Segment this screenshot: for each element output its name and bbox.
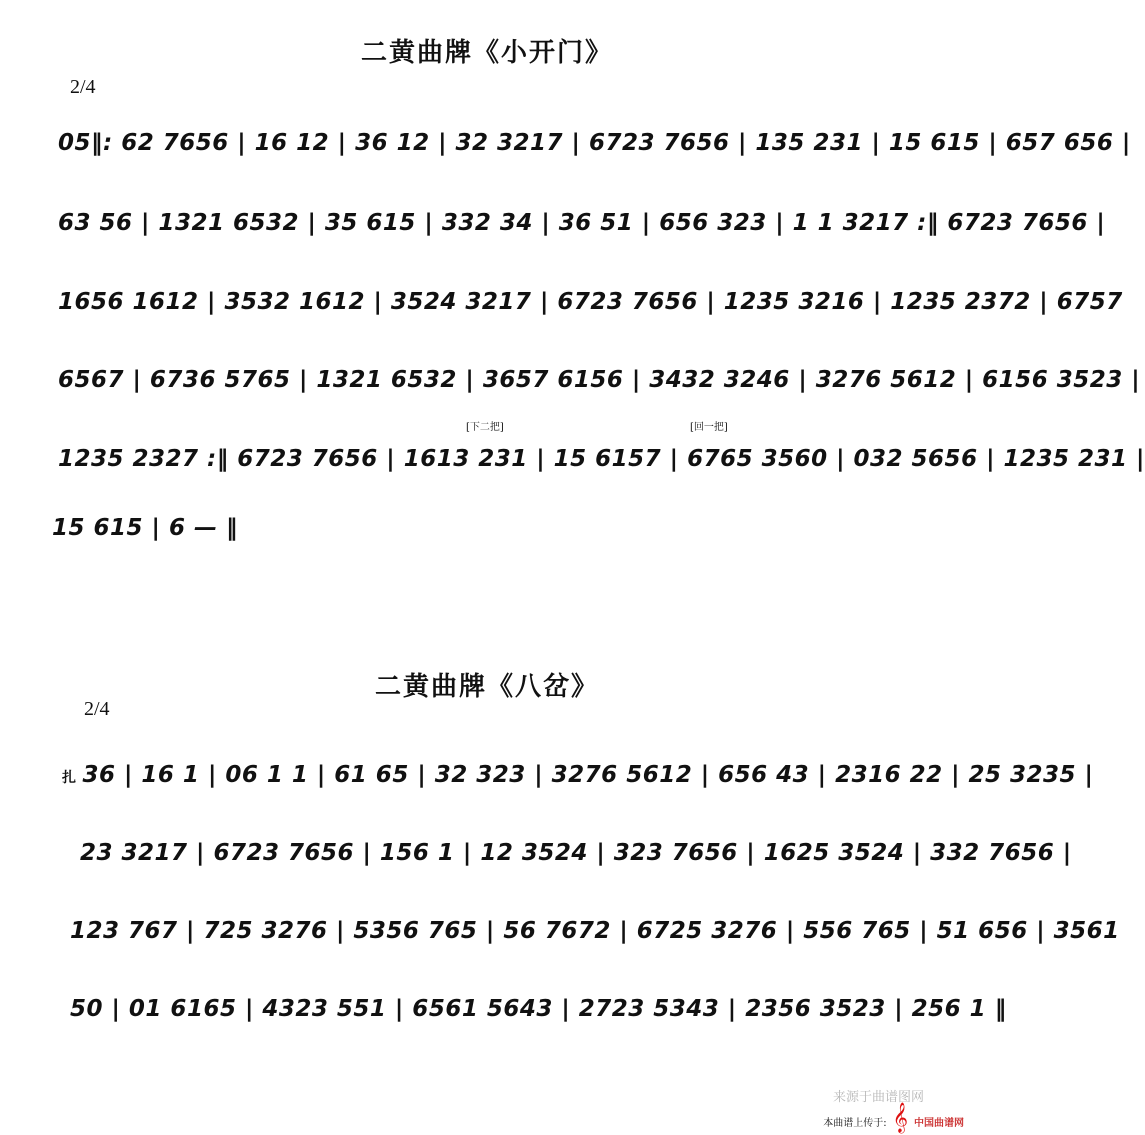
- piece1-row-4: 6567 | 6736 5765 | 1321 6532 | 3657 6156 | 3432 3246 | 3276 5612 | 6156 3523 |: [58, 367, 1141, 393]
- annotation-hui-yi-ba: [回一把]: [690, 422, 728, 433]
- source-watermark: 来源于曲谱图网: [832, 1090, 924, 1105]
- footer: [823, 1090, 964, 1133]
- piece1-row-5: 1235 2327 :‖ 6723 7656 | 1613 231 | 15 6157 | 6765 3560 | 032 5656 | 1235 231 |: [58, 446, 1145, 472]
- piece1-row-6: 15 615 | 6 — ‖: [52, 515, 238, 541]
- site-name: 中国曲谱网: [914, 1118, 964, 1129]
- piece2-title: 二黄曲牌《八岔》: [374, 672, 599, 702]
- upload-text: 本曲谱上传于:: [823, 1118, 887, 1129]
- treble-clef-icon: 𝄞: [892, 1103, 908, 1133]
- piece2-row-2: 23 3217 | 6723 7656 | 156 1 | 12 3524 | 323 7656 | 1625 3524 | 332 7656 |: [80, 840, 1072, 866]
- piece2-row-1-notes: 36 | 16 1 | 06 1 1 | 61 65 | 32 323 | 3276 5612 | 656 43 | 2316 22 | 25 3235 |: [82, 762, 1094, 788]
- piece1-title: 二黄曲牌《小开门》: [360, 38, 613, 68]
- piece2-row-1: [62, 762, 1093, 788]
- zha-marker: 扎: [62, 770, 77, 786]
- piece2-row-3: 123 767 | 725 3276 | 5356 765 | 56 7672 | 6725 3276 | 556 765 | 51 656 | 3561: [70, 918, 1120, 944]
- piece1-row-1: 05‖: 62 7656 | 16 12 | 36 12 | 32 3217 | 6723 7656 | 135 231 | 15 615 | 657 656 |: [58, 130, 1131, 156]
- annotation-xia-er-ba: [下二把]: [466, 422, 504, 433]
- piece1-row-2: 63 56 | 1321 6532 | 35 615 | 332 34 | 36 51 | 656 323 | 1 1 3217 :‖ 6723 7656 |: [58, 210, 1106, 236]
- piece2-row-4: 50 | 01 6165 | 4323 551 | 6561 5643 | 2723 5343 | 2356 3523 | 256 1 ‖: [70, 996, 1007, 1022]
- piece2-meter: 2/4: [84, 698, 110, 720]
- piece1-row-3: 1656 1612 | 3532 1612 | 3524 3217 | 6723 7656 | 1235 3216 | 1235 2372 | 6757: [58, 289, 1123, 315]
- piece1-meter: 2/4: [70, 76, 96, 98]
